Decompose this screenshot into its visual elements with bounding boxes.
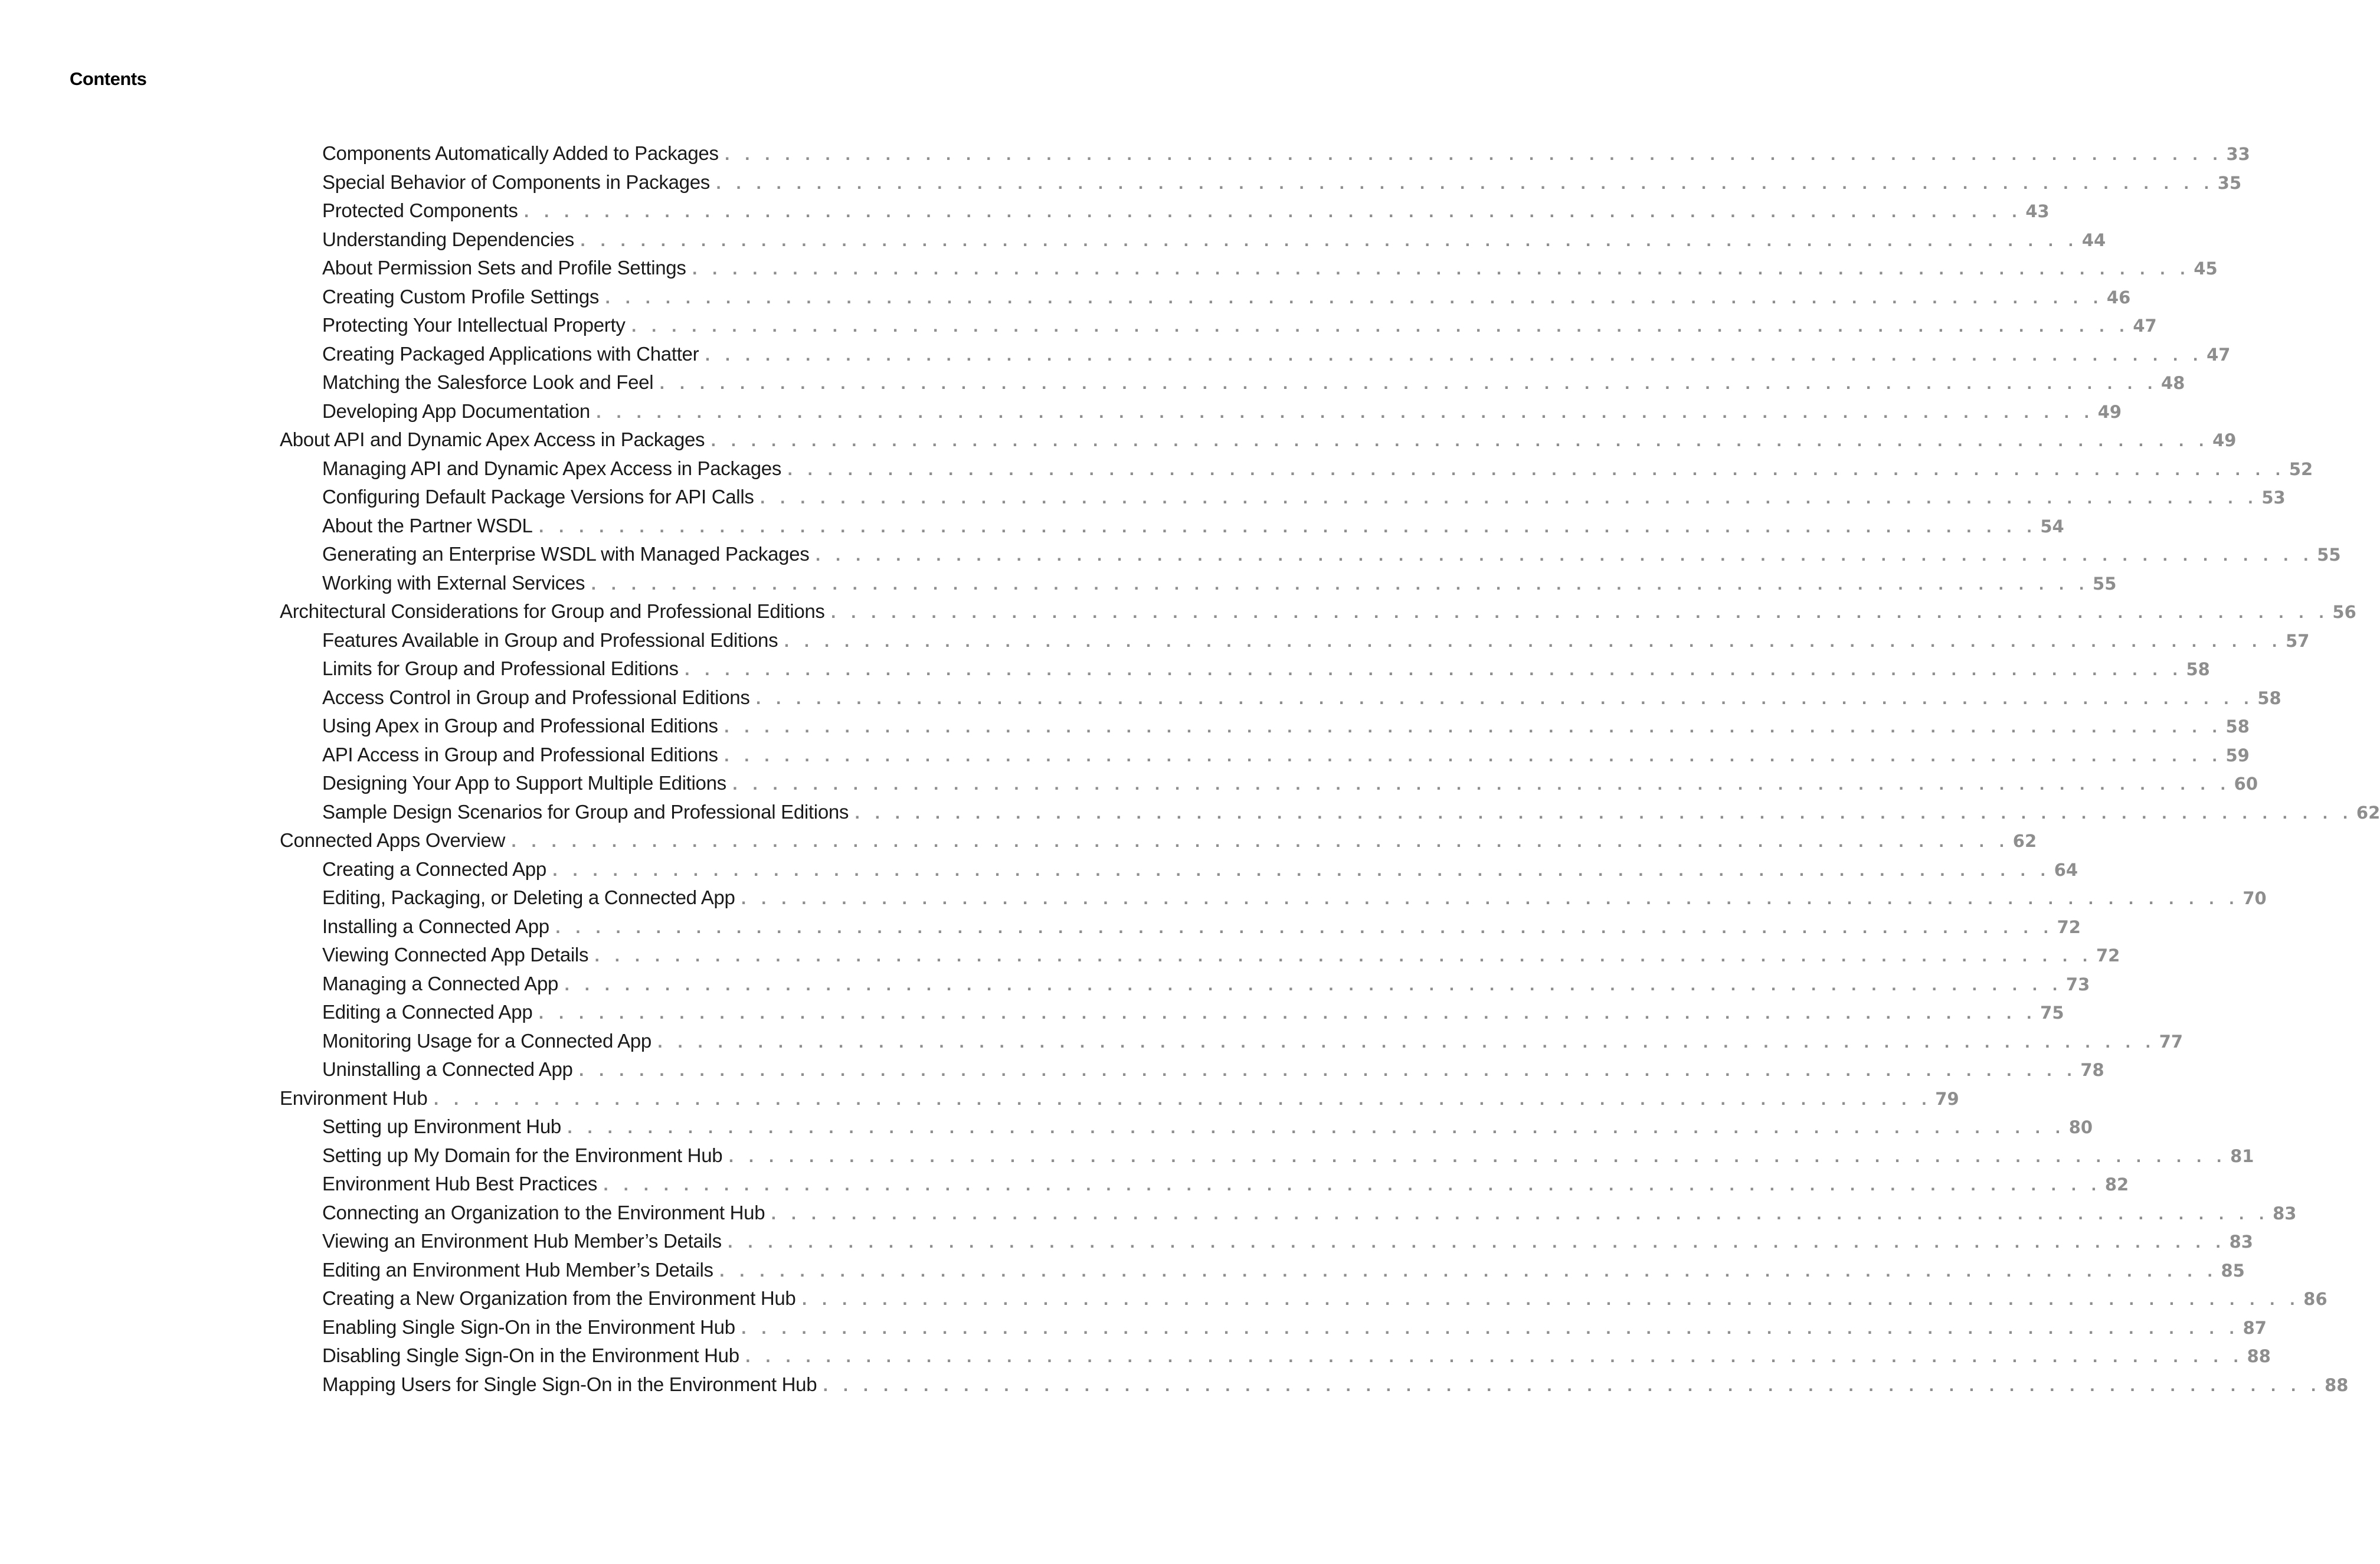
toc-entry[interactable] [280,1256,2245,1285]
toc-entry-page-number[interactable]: 55 [2317,545,2341,565]
toc-entry-page-number[interactable]: 58 [2186,659,2210,679]
toc-entry[interactable] [280,1141,2254,1170]
toc-entry-title[interactable]: Creating a Connected App [322,858,546,880]
toc-entry[interactable] [280,1284,2327,1313]
dot-leader: . . . . . . . . . . . . . . . . . . . . . . . . . . . . . . . . . . . . . . . . . . . . . . . . . . . . . . . . . . . . . . . . . . . . . . . . . . . [715,175,2214,192]
toc-entry-page-number[interactable]: 58 [2225,716,2250,737]
toc-entry[interactable] [280,1170,2129,1199]
toc-entry-title[interactable]: Managing a Connected App [322,972,559,994]
dot-leader: . . . . . . . . . . . . . . . . . . . . . . . . . . . . . . . . . . . . . . . . . . . . . . . . . . . . . . . . . . . . . . . . . . . . . . . . . . . [745,1349,2244,1366]
toc-entry-title[interactable]: Understanding Dependencies [322,228,575,250]
toc-entry[interactable] [280,283,2131,312]
toc-entry[interactable] [280,655,2210,683]
toc-entry[interactable] [280,483,2286,512]
dot-leader: . . . . . . . . . . . . . . . . . . . . . . . . . . . . . . . . . . . . . . . . . . . . . . . . . . . . . . . . . . . . . . . . . . . . . . . . . . . [771,1206,2270,1223]
toc-entry[interactable] [280,569,2117,598]
dot-leader: . . . . . . . . . . . . . . . . . . . . . . . . . . . . . . . . . . . . . . . . . . . . . . . . . . . . . . . . . . . . . . . . . . . . . . . . . . . [741,891,2240,908]
toc-entry[interactable] [280,1313,2267,1342]
page-header-title: Contents [70,68,147,89]
dot-leader: . . . . . . . . . . . . . . . . . . . . . . . . . . . . . . . . . . . . . . . . . . . . . . . . . . . . . . . . . . . . . . . . . . . . . . . . . . . [815,548,2314,564]
dot-leader: . . . . . . . . . . . . . . . . . . . . . . . . . . . . . . . . . . . . . . . . . . . . . . . . . . . . . . . . . . . . . . . . . . . . . . . . . . . [578,1063,2077,1079]
toc-entry-page-number[interactable]: 72 [2057,917,2081,937]
toc-entry-title[interactable]: Setting up My Domain for the Environment Hub [322,1144,723,1166]
toc-entry[interactable] [280,225,2106,254]
toc-entry-page-number[interactable]: 52 [2289,459,2313,479]
dot-leader: . . . . . . . . . . . . . . . . . . . . . . . . . . . . . . . . . . . . . . . . . . . . . . . . . . . . . . . . . . . . . . . . . . . . . . . . . . . [724,719,2222,736]
toc-entry[interactable] [280,254,2218,283]
toc-entry-page-number[interactable]: 49 [2097,401,2122,422]
toc-entry-title[interactable]: Environment Hub Best Practices [322,1173,598,1195]
dot-leader: . . . . . . . . . . . . . . . . . . . . . . . . . . . . . . . . . . . . . . . . . . . . . . . . . . . . . . . . . . . . . . . . . . . . . . . . . . . [659,376,2158,392]
toc-entry-title[interactable]: Access Control in Group and Professional Editions [322,686,750,708]
toc-entry[interactable] [280,397,2122,426]
toc-entry-page-number[interactable]: 47 [2133,316,2157,336]
dot-leader: . . . . . . . . . . . . . . . . . . . . . . . . . . . . . . . . . . . . . . . . . . . . . . . . . . . . . . . . . . . . . . . . . . . . . . . . . . . [657,1034,2156,1051]
toc-entry-page-number[interactable]: 80 [2068,1117,2093,1137]
toc-entry-page-number[interactable]: 49 [2212,430,2237,450]
dot-leader: . . . . . . . . . . . . . . . . . . . . . . . . . . . . . . . . . . . . . . . . . . . . . . . . . . . . . . . . . . . . . . . . . . . . . . . . . . . [724,748,2222,765]
toc-entry-title[interactable]: Creating Custom Profile Settings [322,285,600,307]
toc-entry[interactable] [280,197,2050,225]
toc-entry-title[interactable]: Monitoring Usage for a Connected App [322,1029,652,1052]
toc-entry-page-number[interactable]: 79 [1935,1088,1959,1109]
toc-entry-page-number[interactable]: 55 [2093,573,2117,594]
toc-entry[interactable] [280,998,2064,1027]
dot-leader: . . . . . . . . . . . . . . . . . . . . . . . . . . . . . . . . . . . . . . . . . . . . . . . . . . . . . . . . . . . . . . . . . . . . . . . . . . . [784,633,2283,650]
dot-leader: . . . . . . . . . . . . . . . . . . . . . . . . . . . . . . . . . . . . . . . . . . . . . . . . . . . . . . . . . . . . . . . . . . . . . . . . . . . [591,576,2090,593]
dot-leader: . . . . . . . . . . . . . . . . . . . . . . . . . . . . . . . . . . . . . . . . . . . . . . . . . . . . . . . . . . . . . . . . . . . . . . . . . . . [787,462,2286,479]
toc-entry-page-number[interactable]: 43 [2025,201,2050,221]
toc-entry-page-number[interactable]: 87 [2242,1317,2267,1338]
toc-entry-title[interactable]: Limits for Group and Professional Editions [322,657,679,679]
toc-entry[interactable] [280,1199,2297,1228]
toc-entry[interactable] [280,1227,2253,1256]
toc-entry[interactable] [280,512,2064,541]
toc-entry-page-number[interactable]: 62 [2356,802,2380,823]
toc-entry-title[interactable]: About the Partner WSDL [322,514,533,536]
toc-entry[interactable] [280,139,2250,168]
toc-entry-title[interactable]: Editing a Connected App [322,1001,533,1023]
toc-entry-title[interactable]: Configuring Default Package Versions for API Calls [322,486,754,508]
dot-leader: . . . . . . . . . . . . . . . . . . . . . . . . . . . . . . . . . . . . . . . . . . . . . . . . . . . . . . . . . . . . . . . . . . . . . . . . . . . [727,1235,2226,1251]
dot-leader: . . . . . . . . . . . . . . . . . . . . . . . . . . . . . . . . . . . . . . . . . . . . . . . . . . . . . . . . . . . . . . . . . . . . . . . . . . . [741,1320,2240,1337]
toc-entry-title[interactable]: Generating an Enterprise WSDL with Managed Packages [322,543,810,565]
dot-leader: . . . . . . . . . . . . . . . . . . . . . . . . . . . . . . . . . . . . . . . . . . . . . . . . . . . . . . . . . . . . . . . . . . . . . . . . . . . [830,605,2329,621]
toc-entry-title[interactable]: Working with External Services [322,571,585,594]
dot-leader: . . . . . . . . . . . . . . . . . . . . . . . . . . . . . . . . . . . . . . . . . . . . . . . . . . . . . . . . . . . . . . . . . . . . . . . . . . . [538,519,2037,536]
toc-entry-page-number[interactable]: 73 [2065,974,2090,994]
toc-entry-title[interactable]: About Permission Sets and Profile Settings [322,257,686,279]
toc-entry[interactable] [280,1370,2349,1399]
dot-leader: . . . . . . . . . . . . . . . . . . . . . . . . . . . . . . . . . . . . . . . . . . . . . . . . . . . . . . . . . . . . . . . . . . . . . . . . . . . [692,261,2191,278]
toc-entry[interactable] [280,798,2380,827]
toc-entry[interactable] [280,426,2237,454]
dot-leader: . . . . . . . . . . . . . . . . . . . . . . . . . . . . . . . . . . . . . . . . . . . . . . . . . . . . . . . . . . . . . . . . . . . . . . . . . . . [711,433,2209,450]
toc-entry-page-number[interactable]: 64 [2054,859,2078,880]
dot-leader: . . . . . . . . . . . . . . . . . . . . . . . . . . . . . . . . . . . . . . . . . . . . . . . . . . . . . . . . . . . . . . . . . . . . . . . . . . . [555,920,2054,937]
dot-leader: . . . . . . . . . . . . . . . . . . . . . . . . . . . . . . . . . . . . . . . . . . . . . . . . . . . . . . . . . . . . . . . . . . . . . . . . . . . [567,1120,2065,1137]
toc-entry-page-number[interactable]: 47 [2207,344,2231,365]
toc-entry-title[interactable]: Protected Components [322,199,518,221]
toc-entry-page-number[interactable]: 81 [2230,1146,2254,1166]
toc-entry-page-number[interactable]: 85 [2221,1260,2245,1281]
dot-leader: . . . . . . . . . . . . . . . . . . . . . . . . . . . . . . . . . . . . . . . . . . . . . . . . . . . . . . . . . . . . . . . . . . . . . . . . . . . [433,1091,1932,1108]
toc-entry-page-number[interactable]: 83 [2273,1203,2297,1223]
toc-entry-page-number[interactable]: 83 [2229,1232,2253,1252]
dot-leader: . . . . . . . . . . . . . . . . . . . . . . . . . . . . . . . . . . . . . . . . . . . . . . . . . . . . . . . . . . . . . . . . . . . . . . . . . . . [580,233,2078,250]
dot-leader: . . . . . . . . . . . . . . . . . . . . . . . . . . . . . . . . . . . . . . . . . . . . . . . . . . . . . . . . . . . . . . . . . . . . . . . . . . . [564,977,2063,994]
toc-entry-page-number[interactable]: 35 [2217,172,2242,193]
toc-entry-title[interactable]: Installing a Connected App [322,915,549,937]
toc-entry-title[interactable]: Enabling Single Sign-On in the Environment Hub [322,1316,735,1338]
toc-entry-page-number[interactable]: 86 [2303,1289,2327,1309]
toc-entry-page-number[interactable]: 88 [2325,1375,2349,1395]
toc-entry[interactable] [280,311,2157,340]
dot-leader: . . . . . . . . . . . . . . . . . . . . . . . . . . . . . . . . . . . . . . . . . . . . . . . . . . . . . . . . . . . . . . . . . . . . . . . . . . . [732,777,2231,793]
toc-entry-title[interactable]: Uninstalling a Connected App [322,1058,573,1080]
dot-leader: . . . . . . . . . . . . . . . . . . . . . . . . . . . . . . . . . . . . . . . . . . . . . . . . . . . . . . . . . . . . . . . . . . . . . . . . . . . [538,1006,2037,1022]
toc-entry-title[interactable]: Using Apex in Group and Professional Editions [322,715,718,737]
toc-entry-page-number[interactable]: 33 [2226,144,2250,164]
toc-entry[interactable] [280,1027,2183,1056]
toc-entry-title[interactable]: Special Behavior of Components in Packages [322,171,710,193]
toc-entry-page-number[interactable]: 78 [2080,1060,2104,1080]
toc-entry-title[interactable]: Designing Your App to Support Multiple Editions [322,772,726,794]
toc-entry-title[interactable]: About API and Dynamic Apex Access in Packages [280,428,705,450]
dot-leader: . . . . . . . . . . . . . . . . . . . . . . . . . . . . . . . . . . . . . . . . . . . . . . . . . . . . . . . . . . . . . . . . . . . . . . . . . . . [728,1149,2227,1166]
toc-entry[interactable] [280,970,2090,999]
toc-entry-title[interactable]: Creating a New Organization from the Environment Hub [322,1287,796,1309]
toc-entry-page-number[interactable]: 70 [2242,888,2267,908]
toc-entry-title[interactable]: Editing, Packaging, or Deleting a Connected App [322,886,735,908]
toc-entry-page-number[interactable]: 48 [2161,373,2185,393]
toc-entry-title[interactable]: Editing an Environment Hub Member’s Details [322,1258,713,1281]
toc-entry[interactable] [280,368,2185,397]
toc-entry[interactable] [280,826,2037,855]
dot-leader: . . . . . . . . . . . . . . . . . . . . . . . . . . . . . . . . . . . . . . . . . . . . . . . . . . . . . . . . . . . . . . . . . . . . . . . . . . . [603,1177,2101,1194]
toc-entry-title[interactable]: Sample Design Scenarios for Group and Professional Editions [322,800,849,823]
toc-entry-title[interactable]: Features Available in Group and Professional Editions [322,629,778,651]
toc-entry-page-number[interactable]: 45 [2194,259,2218,279]
toc-entry-page-number[interactable]: 44 [2081,230,2106,250]
dot-leader: . . . . . . . . . . . . . . . . . . . . . . . . . . . . . . . . . . . . . . . . . . . . . . . . . . . . . . . . . . . . . . . . . . . . . . . . . . . [801,1292,2300,1308]
toc-entry-page-number[interactable]: 75 [2040,1003,2064,1023]
dot-leader: . . . . . . . . . . . . . . . . . . . . . . . . . . . . . . . . . . . . . . . . . . . . . . . . . . . . . . . . . . . . . . . . . . . . . . . . . . . [705,347,2204,364]
toc-entry[interactable] [280,855,2078,884]
toc-entry[interactable] [280,626,2310,655]
toc-entry[interactable] [280,540,2341,569]
dot-leader: . . . . . . . . . . . . . . . . . . . . . . . . . . . . . . . . . . . . . . . . . . . . . . . . . . . . . . . . . . . . . . . . . . . . . . . . . . . [631,319,2130,335]
toc-entry-title[interactable]: Setting up Environment Hub [322,1115,561,1137]
toc-entry-title[interactable]: Components Automatically Added to Packages [322,142,719,164]
toc-entry[interactable] [280,168,2242,197]
dot-leader: . . . . . . . . . . . . . . . . . . . . . . . . . . . . . . . . . . . . . . . . . . . . . . . . . . . . . . . . . . . . . . . . . . . . . . . . . . . [719,1263,2218,1280]
dot-leader: . . . . . . . . . . . . . . . . . . . . . . . . . . . . . . . . . . . . . . . . . . . . . . . . . . . . . . . . . . . . . . . . . . . . . . . . . . . [823,1378,2322,1395]
toc-entry[interactable] [280,1084,1959,1113]
dot-leader: . . . . . . . . . . . . . . . . . . . . . . . . . . . . . . . . . . . . . . . . . . . . . . . . . . . . . . . . . . . . . . . . . . . . . . . . . . . [759,490,2258,507]
dot-leader: . . . . . . . . . . . . . . . . . . . . . . . . . . . . . . . . . . . . . . . . . . . . . . . . . . . . . . . . . . . . . . . . . . . . . . . . . . . [523,204,2022,221]
toc-entry-page-number[interactable]: 56 [2332,602,2356,622]
toc-entry[interactable] [280,912,2081,941]
dot-leader: . . . . . . . . . . . . . . . . . . . . . . . . . . . . . . . . . . . . . . . . . . . . . . . . . . . . . . . . . . . . . . . . . . . . . . . . . . . [594,948,2093,965]
toc-entry[interactable] [280,1113,2093,1141]
toc-entry-page-number[interactable]: 53 [2261,487,2286,508]
dot-leader: . . . . . . . . . . . . . . . . . . . . . . . . . . . . . . . . . . . . . . . . . . . . . . . . . . . . . . . . . . . . . . . . . . . . . . . . . . . [595,404,2094,421]
toc-entry-title[interactable]: Matching the Salesforce Look and Feel [322,371,654,393]
toc-entry-title[interactable]: Creating Packaged Applications with Chatter [322,342,699,365]
toc-entry-title[interactable]: Viewing Connected App Details [322,944,589,966]
dot-leader: . . . . . . . . . . . . . . . . . . . . . . . . . . . . . . . . . . . . . . . . . . . . . . . . . . . . . . . . . . . . . . . . . . . . . . . . . . . [724,147,2223,163]
toc-entry-page-number[interactable]: 57 [2286,630,2310,651]
toc-entry[interactable] [280,683,2281,712]
dot-leader: . . . . . . . . . . . . . . . . . . . . . . . . . . . . . . . . . . . . . . . . . . . . . . . . . . . . . . . . . . . . . . . . . . . . . . . . . . . [605,290,2103,307]
dot-leader: . . . . . . . . . . . . . . . . . . . . . . . . . . . . . . . . . . . . . . . . . . . . . . . . . . . . . . . . . . . . . . . . . . . . . . . . . . . [755,691,2254,708]
toc-entry[interactable] [280,1055,2104,1084]
dot-leader: . . . . . . . . . . . . . . . . . . . . . . . . . . . . . . . . . . . . . . . . . . . . . . . . . . . . . . . . . . . . . . . . . . . . . . . . . . . [552,862,2051,879]
toc-entry-page-number[interactable]: 46 [2106,287,2131,307]
toc-entry-title[interactable]: Disabling Single Sign-On in the Environment Hub [322,1344,739,1366]
toc-entry-page-number[interactable]: 88 [2247,1346,2271,1366]
toc-entry-title[interactable]: Environment Hub [280,1087,428,1109]
toc-entry-page-number[interactable]: 77 [2159,1031,2183,1052]
toc-entry-page-number[interactable]: 62 [2012,831,2037,851]
toc-entry-page-number[interactable]: 72 [2096,945,2120,966]
toc-entry-page-number[interactable]: 58 [2257,688,2281,708]
toc-entry-page-number[interactable]: 82 [2104,1174,2129,1195]
toc-entry[interactable] [280,769,2258,798]
toc-entry-page-number[interactable]: 54 [2040,516,2064,536]
toc-entry[interactable] [280,712,2250,741]
toc-entry-title[interactable]: Architectural Considerations for Group and Professional Editions [280,600,825,622]
toc-entry[interactable] [280,1341,2271,1370]
toc-entry-title[interactable]: Viewing an Environment Hub Member’s Details [322,1230,722,1252]
toc-entry-title[interactable]: Managing API and Dynamic Apex Access in Packages [322,457,782,479]
toc-entry-title[interactable]: Developing App Documentation [322,400,590,422]
table-of-contents [280,139,2380,1399]
toc-entry-title[interactable]: Connecting an Organization to the Environment Hub [322,1201,765,1223]
dot-leader: . . . . . . . . . . . . . . . . . . . . . . . . . . . . . . . . . . . . . . . . . . . . . . . . . . . . . . . . . . . . . . . . . . . . . . . . . . . [684,662,2183,679]
toc-entry[interactable] [280,884,2267,912]
toc-entry-page-number[interactable]: 59 [2225,745,2250,765]
toc-entry[interactable] [280,941,2120,970]
toc-entry[interactable] [280,340,2231,369]
toc-entry-title[interactable]: Protecting Your Intellectual Property [322,314,626,336]
toc-entry-title[interactable]: API Access in Group and Professional Editions [322,743,718,765]
toc-entry-page-number[interactable]: 60 [2234,774,2258,794]
toc-entry-title[interactable]: Mapping Users for Single Sign-On in the Environment Hub [322,1373,817,1395]
dot-leader: . . . . . . . . . . . . . . . . . . . . . . . . . . . . . . . . . . . . . . . . . . . . . . . . . . . . . . . . . . . . . . . . . . . . . . . . . . . [855,805,2353,822]
dot-leader: . . . . . . . . . . . . . . . . . . . . . . . . . . . . . . . . . . . . . . . . . . . . . . . . . . . . . . . . . . . . . . . . . . . . . . . . . . . [510,834,2009,850]
toc-entry[interactable] [280,741,2250,770]
toc-entry[interactable] [280,454,2313,483]
toc-entry[interactable] [280,597,2356,626]
toc-entry-title[interactable]: Connected Apps Overview [280,829,505,851]
